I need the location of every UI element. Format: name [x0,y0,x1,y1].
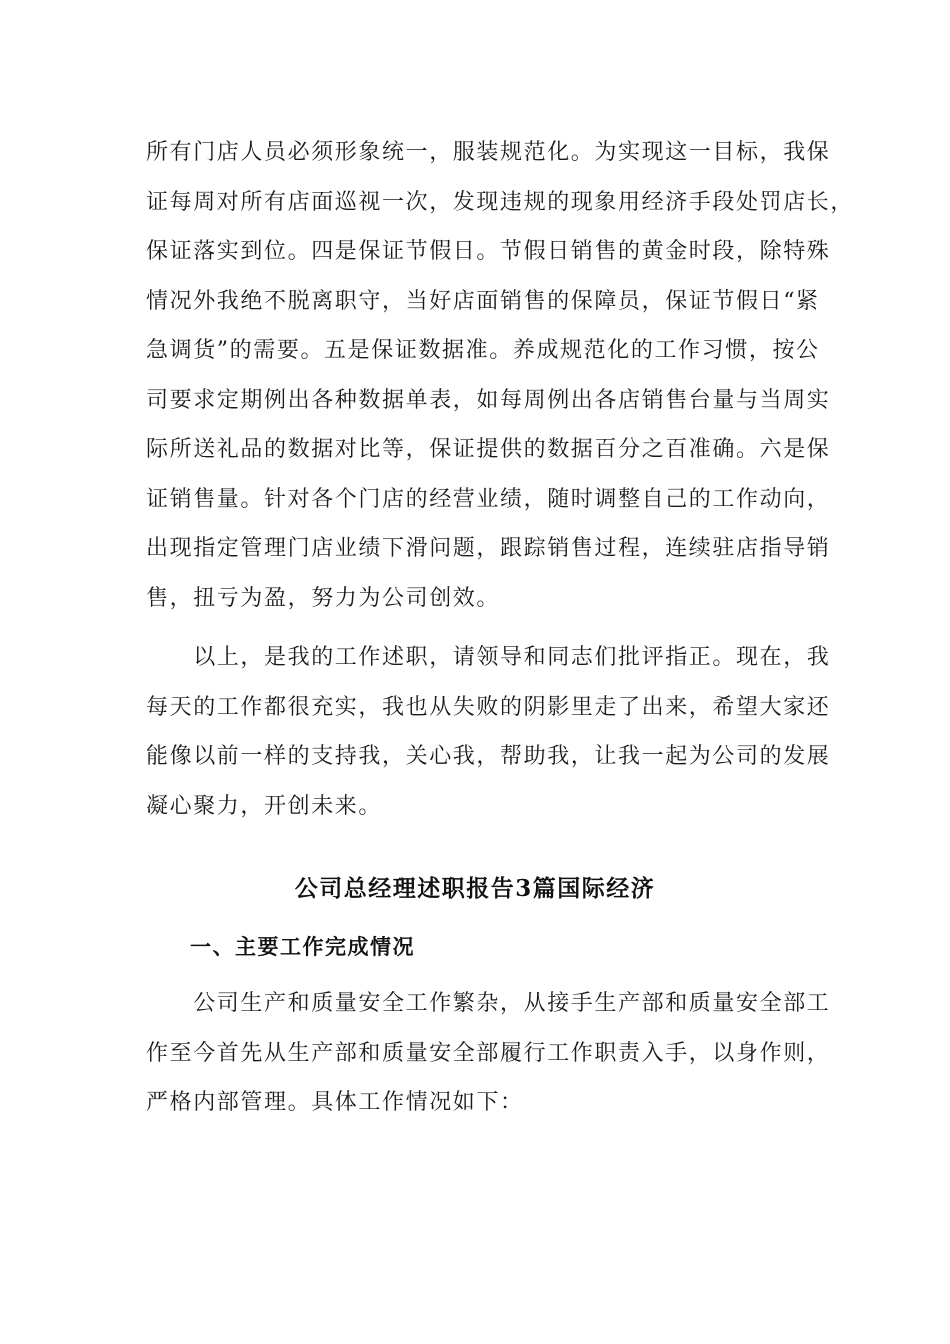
text-line: 公司生产和质量安全工作繁杂，从接手生产部和质量安全部工 [146,991,831,1016]
section-title: 公司总经理述职报告3篇国际经济 [294,875,656,902]
text-line: 证每周对所有店面巡视一次，发现违规的现象用经济手段处罚店长， [146,189,855,215]
text-line: 能像以前一样的支持我，关心我，帮助我，让我一起为公司的发展 [146,744,831,769]
body-paragraph-2 [146,633,831,831]
text-line: 凝心聚力，开创未来。 [146,793,383,819]
body-paragraph-3 [146,979,831,1128]
text-line: 司要求定期例出各种数据单表，如每周例出各店销售台量与当周实 [146,387,831,413]
text-line: 作至今首先从生产部和质量安全部履行工作职责入手，以身作则， [146,1040,831,1066]
text-line: 保证落实到位。四是保证节假日。节假日销售的黄金时段，除特殊 [146,239,831,264]
text-line: 情况外我绝不脱离职守，当好店面销售的保障员，保证节假日“紧 [146,288,820,314]
section-heading: 一、主要工作完成情况 [190,934,415,959]
text-line: 证销售量。针对各个门店的经营业绩，随时调整自己的工作动向， [146,486,831,512]
text-line: 出现指定管理门店业绩下滑问题，跟踪销售过程，连续驻店指导销 [146,536,831,561]
text-line: 所有门店人员必须形象统一，服装规范化。为实现这一目标，我保 [146,140,831,165]
text-line: 严格内部管理。具体工作情况如下： [146,1090,524,1115]
body-paragraph-1 [146,128,855,623]
text-line: 急调货”的需要。五是保证数据准。养成规范化的工作习惯，按公 [146,338,820,363]
text-line: 每天的工作都很充实，我也从失败的阴影里走了出来，希望大家还 [146,694,831,720]
text-line: 际所送礼品的数据对比等，保证提供的数据百分之百准确。六是保 [146,437,831,462]
text-line: 售，扭亏为盈，努力为公司创效。 [146,585,501,611]
text-line: 以上，是我的工作述职，请领导和同志们批评指正。现在，我 [146,645,831,670]
